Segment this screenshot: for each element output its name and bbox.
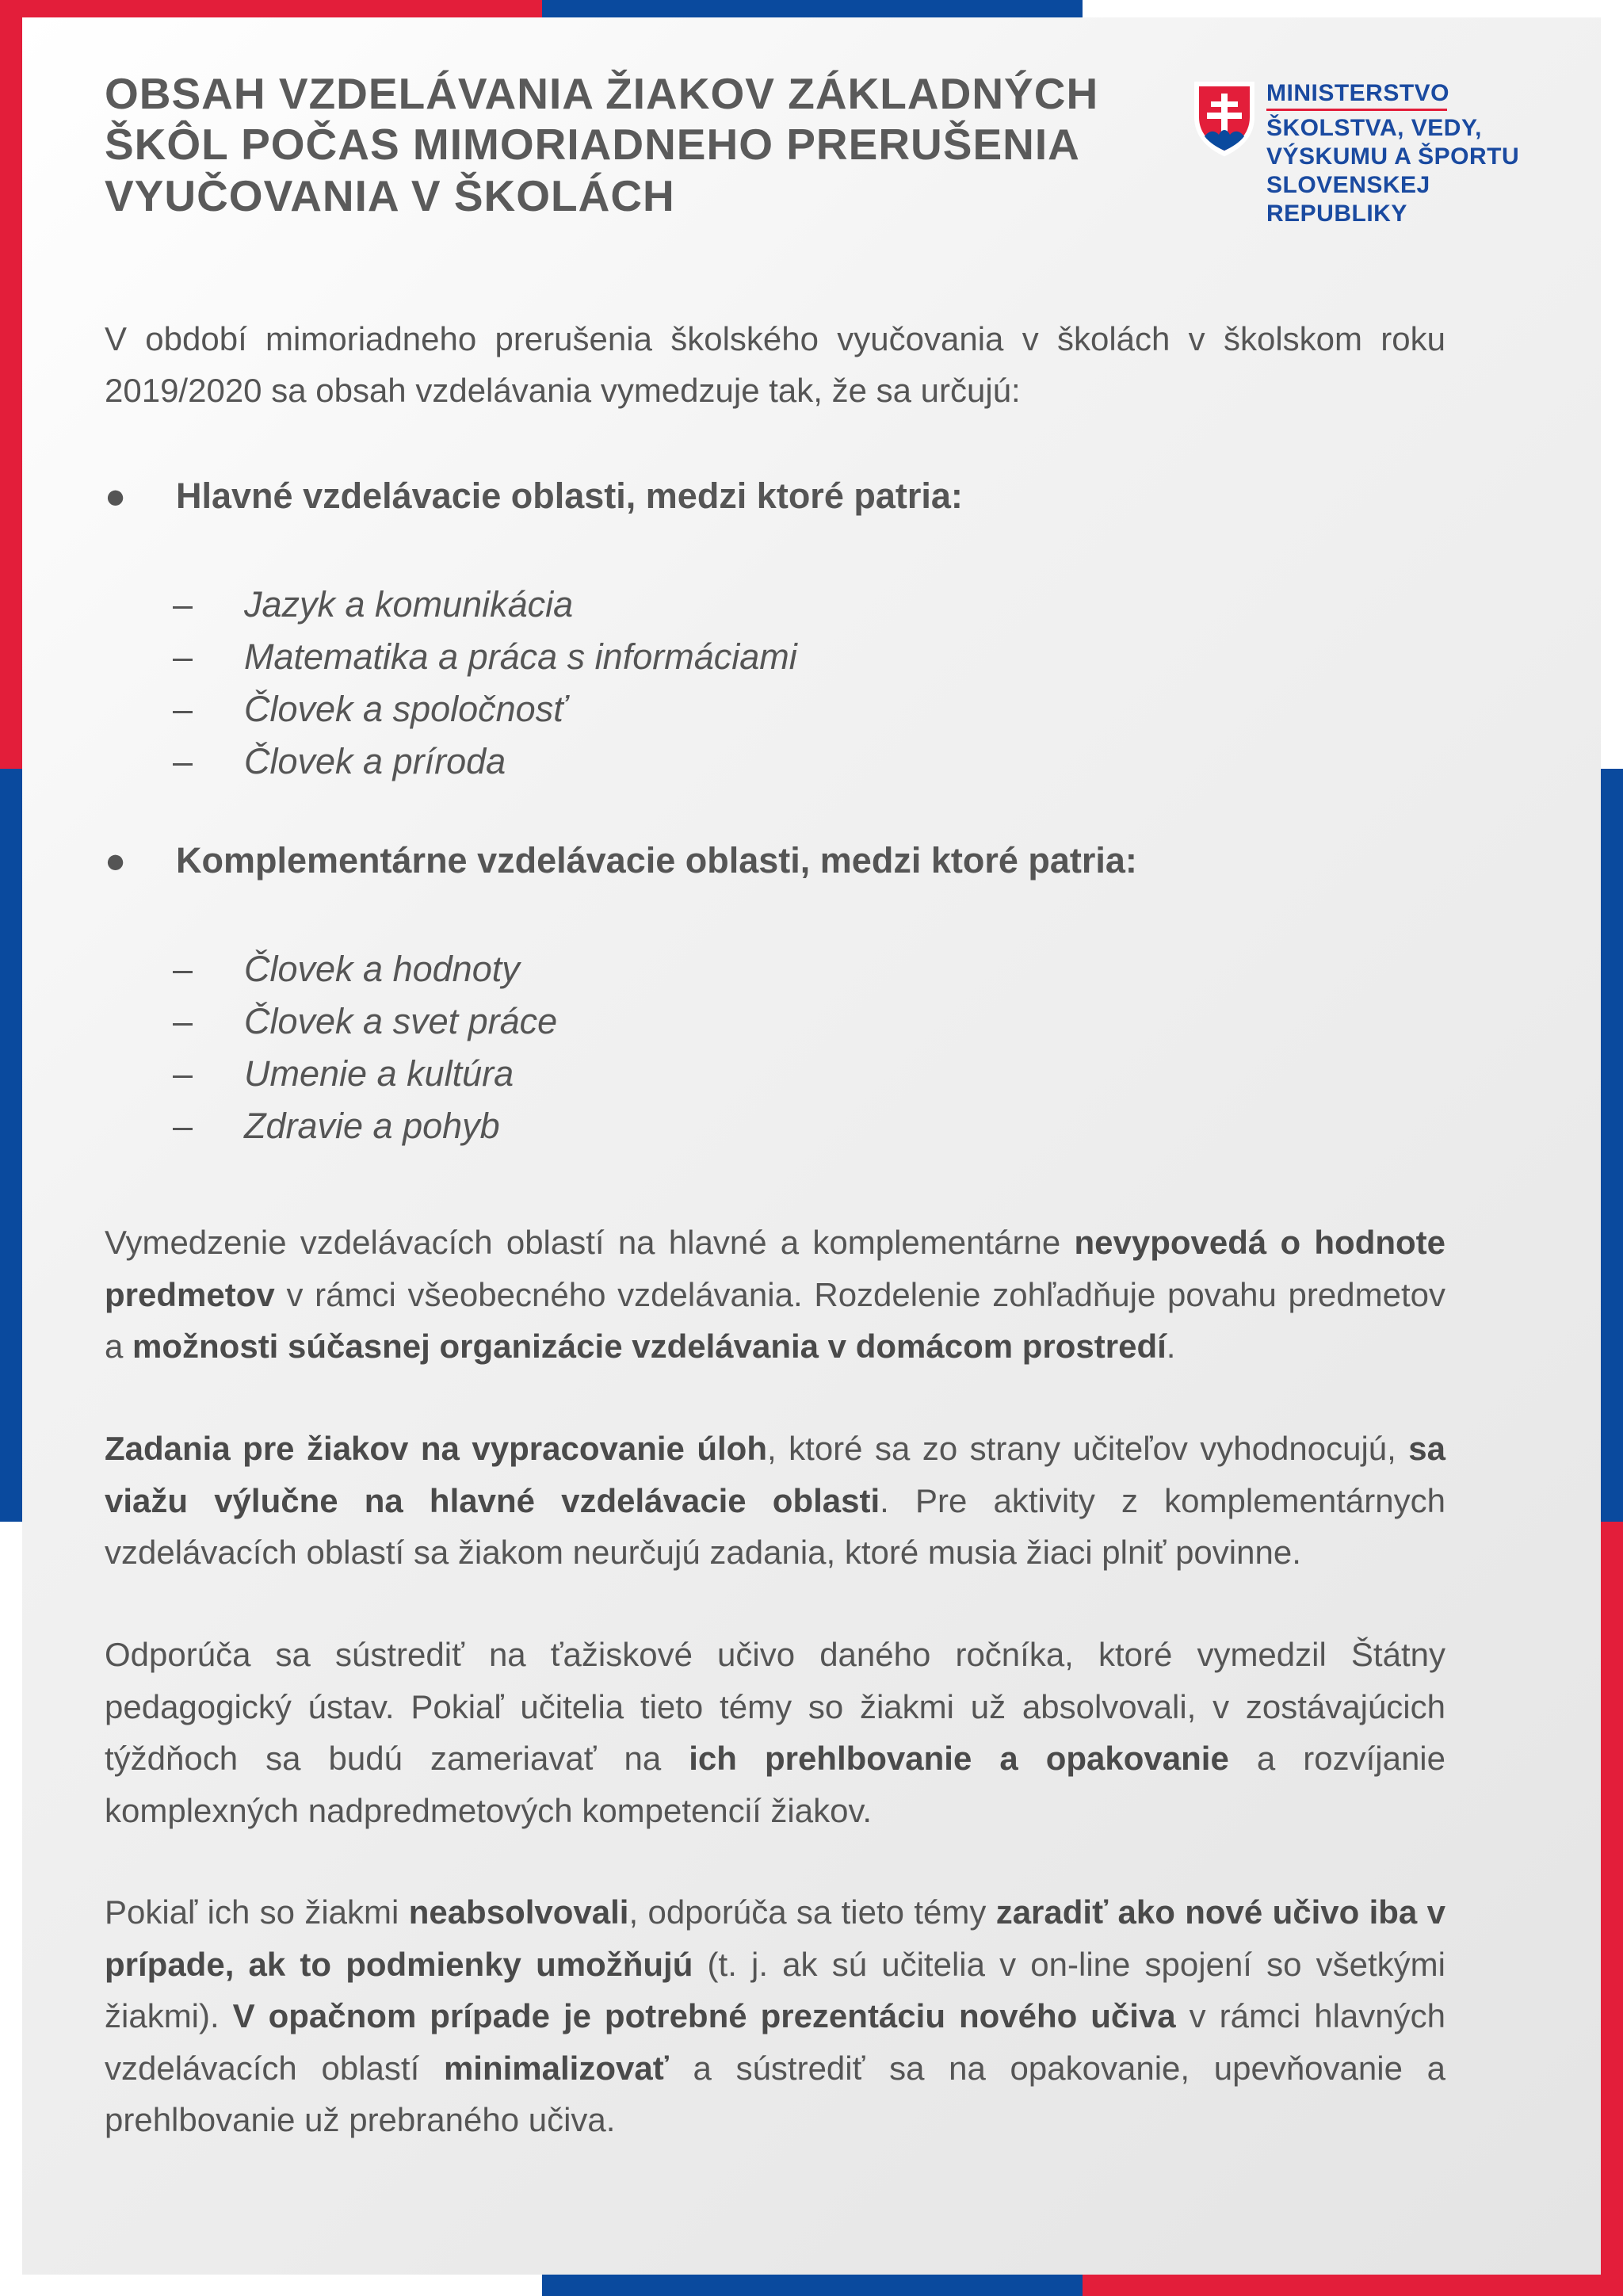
document-title [105, 68, 1135, 221]
title-line: VYUČOVANIA V ŠKOLÁCH [105, 170, 675, 220]
frame-blue-top [542, 0, 1083, 17]
text-run: , ktoré sa zo strany učiteľov vyhodnocujú, [767, 1430, 1409, 1467]
text-run: (t. j. ak sú učitelia v on-line spojení so všetkými žiakmi). [105, 1945, 1445, 2035]
list-item-text: Človek a spoločnosť [244, 689, 567, 729]
list-item-text: Umenie a kultúra [244, 1053, 514, 1094]
text-run: . Pre aktivity z komplementárnych vzdelávacích oblastí sa žiakom neurčujú zadania, ktoré musia žiaci plniť povinne. [105, 1481, 1445, 1572]
text-run: , odporúča sa tieto témy [628, 1893, 996, 1931]
section-heading-text: Hlavné vzdelávacie oblasti, medzi ktoré patria: [176, 476, 963, 516]
intro-paragraph: V období mimoriadneho prerušenia školského vyučovania v školách v školskom roku 2019/2020 sa obsah vzdelávania vymedzuje tak, že sa určujú: [105, 320, 1445, 410]
text-run: Vymedzenie vzdelávacích oblastí na hlavné a komplementárne [105, 1224, 1075, 1261]
list-item-text: Človek a svet práce [244, 1001, 558, 1041]
ministry-logo [1193, 79, 1574, 227]
text-run: . [1166, 1328, 1176, 1366]
dash-marker: – [173, 1001, 193, 1041]
emphasis-text: minimalizovať [443, 2049, 669, 2087]
section-heading-text: Komplementárne vzdelávacie oblasti, medzi ktoré patria: [176, 840, 1137, 881]
title-line: ŠKÔL POČAS MIMORIADNEHO PRERUŠENIA [105, 120, 1080, 170]
frame-red-left [0, 0, 22, 769]
text-run: a rozvíjanie komplexných nadpredmetových kompetencií žiakov. [105, 1740, 1445, 1829]
body-paragraph [105, 1886, 1445, 2146]
frame-red-bottom-right [1083, 2275, 1623, 2296]
text-run: a sústrediť sa na opakovanie, upevňovanie a prehlbovanie už prebraného učiva. [105, 2049, 1446, 2139]
dash-marker: – [173, 689, 193, 729]
emphasis-text: možnosti súčasnej organizácie vzdelávania v domácom prostredí [132, 1328, 1167, 1366]
ministry-name [1266, 79, 1574, 228]
dash-marker: – [173, 1106, 193, 1146]
bullet-icon: ● [105, 840, 127, 881]
frame-blue-left [0, 769, 22, 1522]
frame-red-right [1601, 1522, 1623, 2296]
dash-marker: – [173, 636, 193, 677]
dash-marker: – [173, 949, 193, 989]
list-item-text: Jazyk a komunikácia [244, 584, 574, 625]
emphasis-text: ich prehlbovanie a opakovanie [689, 1740, 1229, 1778]
list-item-text: Človek a príroda [244, 741, 506, 781]
frame-blue-right [1601, 769, 1623, 1522]
bullet-icon: ● [105, 476, 127, 516]
logo-line: MINISTERSTVO [1266, 79, 1447, 111]
logo-line: SLOVENSKEJ REPUBLIKY [1266, 172, 1430, 227]
logo-line: VÝSKUMU A ŠPORTU [1266, 143, 1520, 170]
body-paragraph [105, 1217, 1445, 1373]
frame-blue-bottom [542, 2275, 1083, 2296]
text-run: Pokiaľ ich so žiakmi [105, 1893, 409, 1931]
text-run: v rámci všeobecného vzdelávania. Rozdelenie zohľadňuje povahu predmetov a [105, 1275, 1445, 1366]
text-run: v rámci hlavných vzdelávacích oblastí [105, 1997, 1445, 2087]
emphasis-text: nevypovedá o hodnote predmetov [105, 1224, 1446, 1313]
dash-marker: – [173, 1053, 193, 1094]
list-item-text: Zdravie a pohyb [244, 1106, 500, 1146]
list-item-text: Matematika a práca s informáciami [244, 636, 797, 677]
frame-red-top-left [0, 0, 542, 17]
body-paragraph [105, 1423, 1445, 1579]
dash-marker: – [173, 584, 193, 625]
text-run: Odporúča sa sústrediť na ťažiskové učivo daného ročníka, ktoré vymedzil Štátny pedagogický ústav. Pokiaľ učitelia tieto témy so žiakmi už absolvovali, v zostávajúcich týždňoch sa budú zameriavať na [105, 1636, 1445, 1778]
emphasis-text: V opačnom prípade je potrebné prezentáciu nového učiva [232, 1997, 1176, 2035]
emphasis-text: neabsolvovali [408, 1893, 629, 1931]
emphasis-text: zaradiť ako nové učivo iba v prípade, ak to podmienky umožňujú [105, 1893, 1445, 1983]
list-item-text: Človek a hodnoty [244, 949, 520, 989]
slovak-coat-of-arms-icon [1193, 81, 1255, 157]
dash-marker: – [173, 741, 193, 781]
emphasis-text: Zadania pre žiakov na vypracovanie úloh [105, 1430, 767, 1467]
title-line: OBSAH VZDELÁVANIA ŽIAKOV ZÁKLADNÝCH [105, 69, 1099, 118]
emphasis-text: sa viažu výlučne na hlavné vzdelávacie oblasti [105, 1430, 1446, 1519]
body-paragraph [105, 1629, 1445, 1836]
logo-line: ŠKOLSTVA, VEDY, [1266, 115, 1482, 141]
